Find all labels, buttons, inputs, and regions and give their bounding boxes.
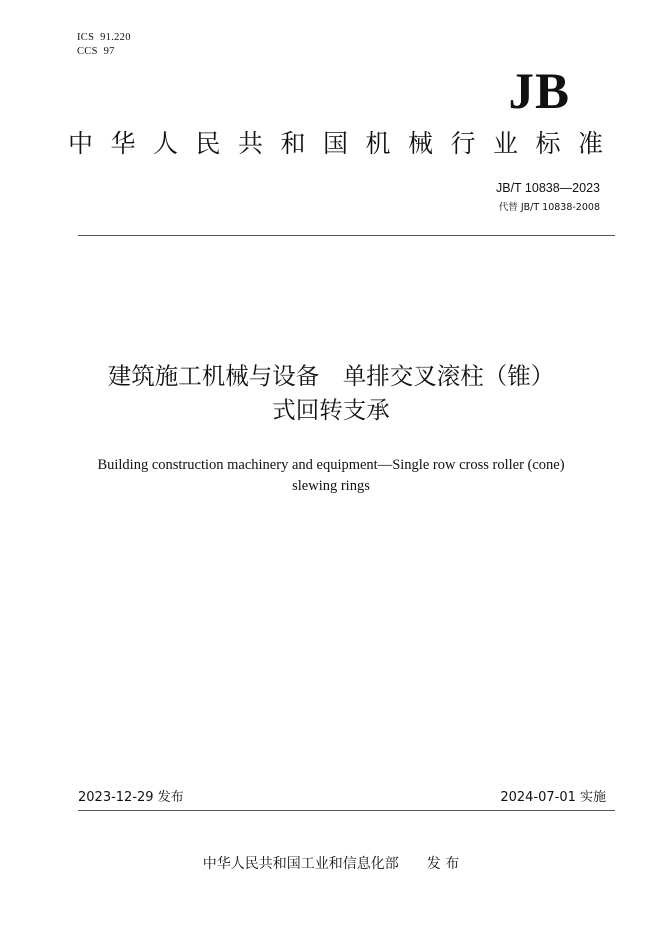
top-divider [78,235,615,236]
chinese-title-line-1: 建筑施工机械与设备 单排交叉滚柱（锥） [107,362,555,390]
ccs-code: CCS 97 [77,46,115,57]
english-title-line-1: Building construction machinery and equipment—Single row cross roller (cone) [97,457,565,473]
implementation-date: 2024-07-01 实施 [500,790,606,805]
chinese-title-line-2: 式回转支承 [272,396,390,424]
classification-codes [77,31,131,59]
english-title [0,455,662,497]
standard-number: JB/T 10838—2023 [495,181,600,195]
publisher: 中华人民共和国工业和信息化部 发 布 [202,856,460,872]
bottom-divider [78,810,615,811]
standard-type-heading: 中华人民共和国机械行业标准 [68,129,621,158]
ics-code: ICS 91.220 [77,32,131,43]
issue-date: 2023-12-29 发布 [78,790,184,805]
replaces-standard: 代替 JB/T 10838-2008 [498,202,600,213]
chinese-title [0,359,662,427]
jb-logo: JB [508,64,570,120]
english-title-line-2: slewing rings [292,478,370,494]
